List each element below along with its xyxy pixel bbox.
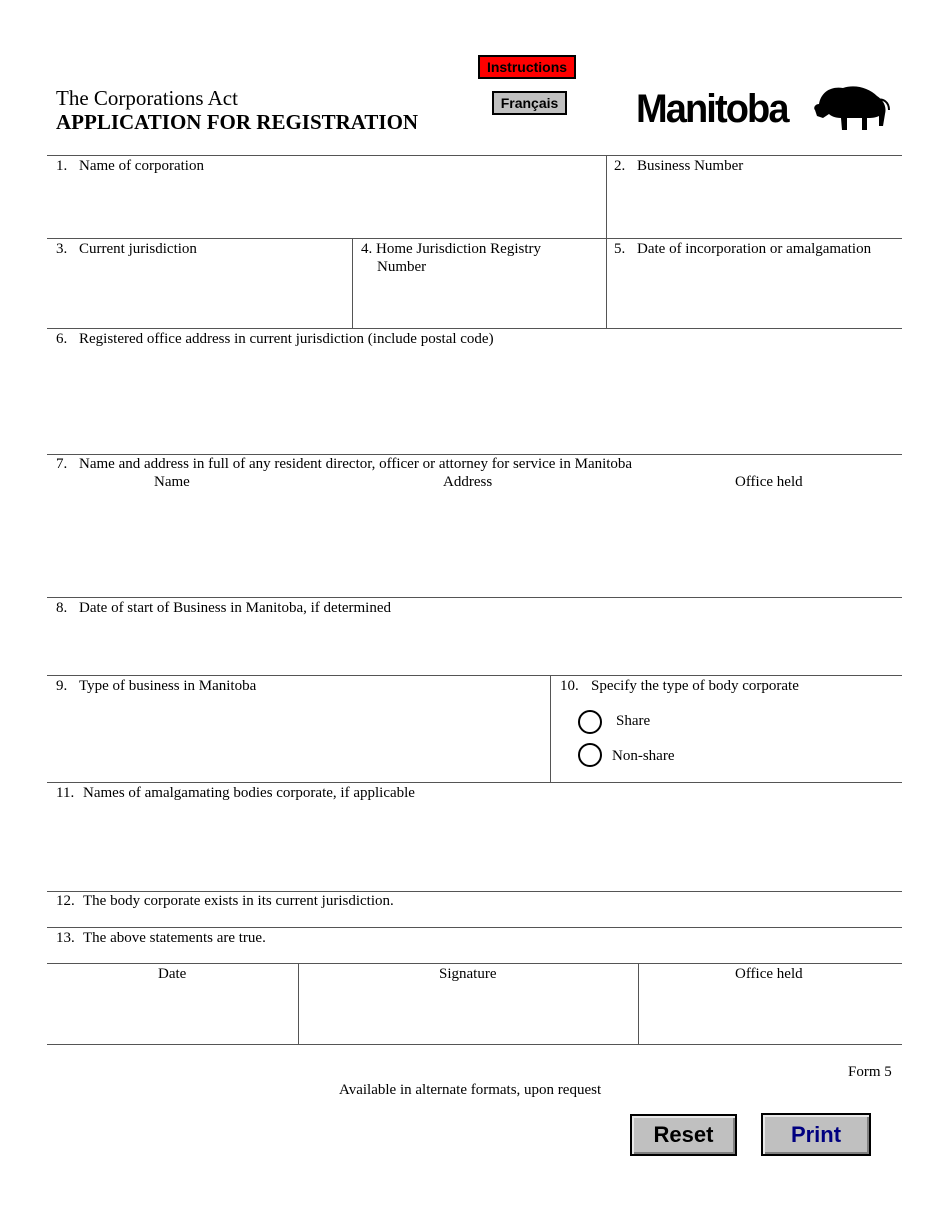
field-10-label: 10. Specify the type of body corporate: [560, 678, 799, 694]
manitoba-wordmark: Manitoba: [636, 87, 788, 131]
resident-address-input[interactable]: [300, 494, 636, 594]
non-share-option-label: Non-share: [612, 748, 675, 764]
field-4-label: 4. Home Jurisdiction Registry Number: [361, 241, 541, 275]
print-button[interactable]: Print: [761, 1113, 871, 1156]
field-12-label: 12. The body corporate exists in its current jurisdiction.: [56, 893, 394, 909]
column-office-header: Office held: [735, 474, 803, 490]
manitoba-logo: [634, 80, 892, 138]
signature-header: Signature: [439, 966, 497, 982]
instructions-button[interactable]: Instructions: [478, 55, 576, 79]
registered-office-address-input[interactable]: [48, 350, 900, 452]
field-9-label: 9. Type of business in Manitoba: [56, 678, 257, 694]
field-5-label: 5. Date of incorporation or amalgamation: [614, 241, 872, 257]
reset-button[interactable]: Reset: [630, 1114, 737, 1156]
corporation-name-input[interactable]: [48, 176, 604, 236]
signature-input[interactable]: [300, 986, 636, 1042]
share-radio[interactable]: [578, 710, 602, 734]
signing-office-header: Office held: [735, 966, 803, 982]
business-number-input[interactable]: [608, 176, 900, 236]
field-13-label: 13. The above statements are true.: [56, 930, 266, 946]
field-1-label: 1. Name of corporation: [56, 158, 204, 174]
signing-office-input[interactable]: [640, 986, 900, 1042]
alternate-formats-note: Available in alternate formats, upon request: [339, 1082, 602, 1098]
field-3-label: 3. Current jurisdiction: [56, 241, 197, 257]
signing-date-input[interactable]: [48, 986, 296, 1042]
field-11-label: 11. Names of amalgamating bodies corporate, if applicable: [56, 785, 415, 801]
page-title: APPLICATION FOR REGISTRATION: [56, 110, 419, 134]
act-name: The Corporations Act: [56, 86, 238, 110]
current-jurisdiction-input[interactable]: [48, 260, 350, 326]
resident-office-input[interactable]: [640, 494, 900, 594]
column-address-header: Address: [443, 474, 493, 490]
francais-button[interactable]: Français: [492, 91, 567, 115]
non-share-radio[interactable]: [578, 743, 602, 767]
signing-date-header: Date: [158, 966, 187, 982]
field-2-label: 2. Business Number: [614, 158, 744, 174]
field-6-label: 6. Registered office address in current jurisdiction (include postal code): [56, 331, 494, 347]
home-registry-number-input[interactable]: [354, 278, 604, 326]
business-start-date-input[interactable]: [48, 620, 900, 672]
form-number: Form 5: [848, 1064, 892, 1080]
incorporation-date-input[interactable]: [608, 260, 900, 326]
business-type-input[interactable]: [48, 698, 548, 780]
resident-name-input[interactable]: [48, 494, 298, 594]
field-7-label: 7. Name and address in full of any resident director, officer or attorney for service in Manitoba: [56, 456, 633, 472]
amalgamating-bodies-input[interactable]: [48, 805, 900, 889]
field-8-label: 8. Date of start of Business in Manitoba, if determined: [56, 600, 392, 616]
bison-icon: [809, 82, 891, 136]
column-name-header: Name: [154, 474, 190, 490]
share-option-label: Share: [616, 713, 651, 729]
